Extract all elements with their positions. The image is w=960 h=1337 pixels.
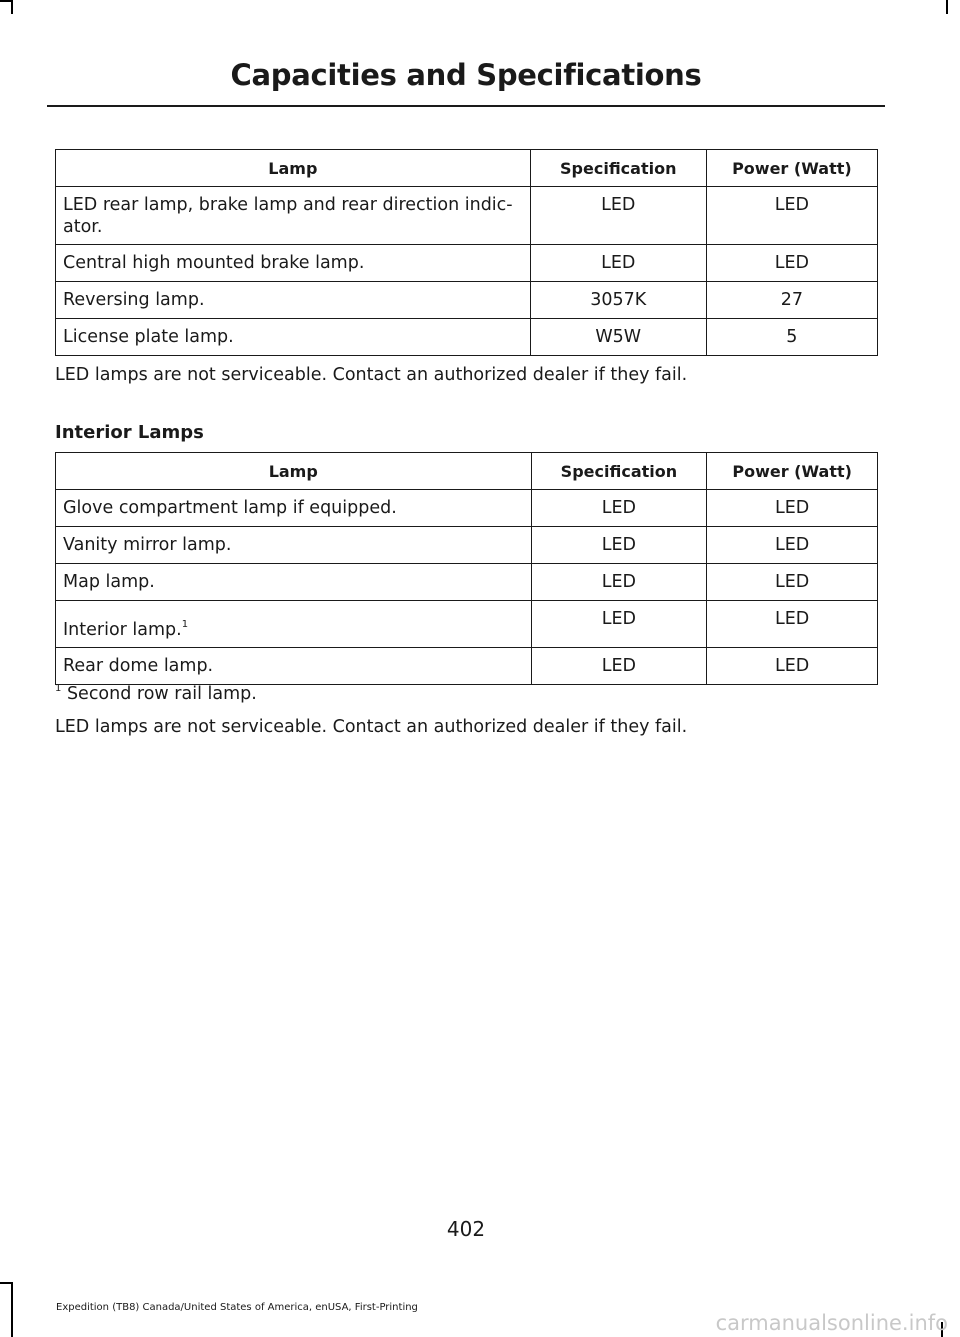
cell-lamp: Glove compartment lamp if equipped. bbox=[56, 490, 532, 527]
page-title: Capacities and Specifications bbox=[230, 58, 702, 92]
title-rule bbox=[47, 105, 885, 107]
section-heading-interior-lamps: Interior Lamps bbox=[55, 422, 204, 443]
header-power: Power (Watt) bbox=[707, 453, 878, 490]
table-header-row bbox=[56, 150, 878, 187]
cell-specification: LED bbox=[531, 601, 707, 648]
table-row bbox=[56, 490, 878, 527]
cell-power: LED bbox=[707, 564, 878, 601]
cell-lamp: Map lamp. bbox=[56, 564, 532, 601]
table-row bbox=[56, 187, 878, 245]
table-row bbox=[56, 648, 878, 685]
exterior-note: LED lamps are not serviceable. Contact an authorized dealer if they fail. bbox=[55, 365, 688, 385]
watermark: carmanualsonline.info bbox=[715, 1311, 948, 1335]
header-specification: Specification bbox=[530, 150, 706, 187]
footnote-text: Second row rail lamp. bbox=[61, 684, 257, 704]
crop-mark bbox=[0, 1282, 11, 1284]
cell-lamp: License plate lamp. bbox=[56, 319, 531, 356]
cell-power: LED bbox=[707, 601, 878, 648]
footnote-ref: 1 bbox=[181, 619, 189, 630]
table-header-row bbox=[56, 453, 878, 490]
header-power: Power (Watt) bbox=[706, 150, 877, 187]
cell-lamp: Vanity mirror lamp. bbox=[56, 527, 532, 564]
footnote-marker: 1 bbox=[55, 683, 62, 694]
cell-power: LED bbox=[706, 245, 877, 282]
table-row bbox=[56, 245, 878, 282]
cell-power: 5 bbox=[706, 319, 877, 356]
table-row bbox=[56, 319, 878, 356]
interior-note: LED lamps are not serviceable. Contact an authorized dealer if they fail. bbox=[55, 717, 688, 737]
lamp-line: LED rear lamp, brake lamp and rear direction indic- ator. bbox=[63, 195, 513, 237]
cell-power: LED bbox=[707, 490, 878, 527]
edition-footer: Expedition (TB8) Canada/United States of America, enUSA, First-Printing bbox=[56, 1302, 418, 1313]
cell-specification: LED bbox=[530, 187, 706, 245]
cell-specification: LED bbox=[530, 245, 706, 282]
lamp-label: Interior lamp. bbox=[63, 620, 182, 640]
table-row bbox=[56, 601, 878, 648]
table-row bbox=[56, 564, 878, 601]
cell-specification: LED bbox=[531, 490, 707, 527]
table-row bbox=[56, 527, 878, 564]
cell-specification: W5W bbox=[530, 319, 706, 356]
page-number: 402 bbox=[446, 1217, 486, 1241]
header-specification: Specification bbox=[531, 453, 707, 490]
crop-mark bbox=[11, 0, 13, 14]
table-row bbox=[56, 282, 878, 319]
cell-power: LED bbox=[707, 527, 878, 564]
cell-specification: LED bbox=[531, 564, 707, 601]
crop-mark bbox=[946, 0, 948, 14]
cell-lamp: Rear dome lamp. bbox=[56, 648, 532, 685]
interior-lamps-table bbox=[55, 452, 878, 685]
cell-lamp: Reversing lamp. bbox=[56, 282, 531, 319]
cell-power: 27 bbox=[706, 282, 877, 319]
cell-lamp bbox=[56, 601, 532, 648]
cell-specification: 3057K bbox=[530, 282, 706, 319]
cell-lamp bbox=[56, 187, 531, 245]
crop-mark bbox=[0, 0, 11, 2]
crop-mark bbox=[11, 1282, 13, 1337]
cell-specification: LED bbox=[531, 648, 707, 685]
footnote bbox=[55, 683, 257, 705]
header-lamp: Lamp bbox=[56, 453, 532, 490]
cell-power: LED bbox=[706, 187, 877, 245]
cell-specification: LED bbox=[531, 527, 707, 564]
header-lamp: Lamp bbox=[56, 150, 531, 187]
cell-power: LED bbox=[707, 648, 878, 685]
cell-lamp: Central high mounted brake lamp. bbox=[56, 245, 531, 282]
exterior-lamps-table bbox=[55, 149, 878, 356]
